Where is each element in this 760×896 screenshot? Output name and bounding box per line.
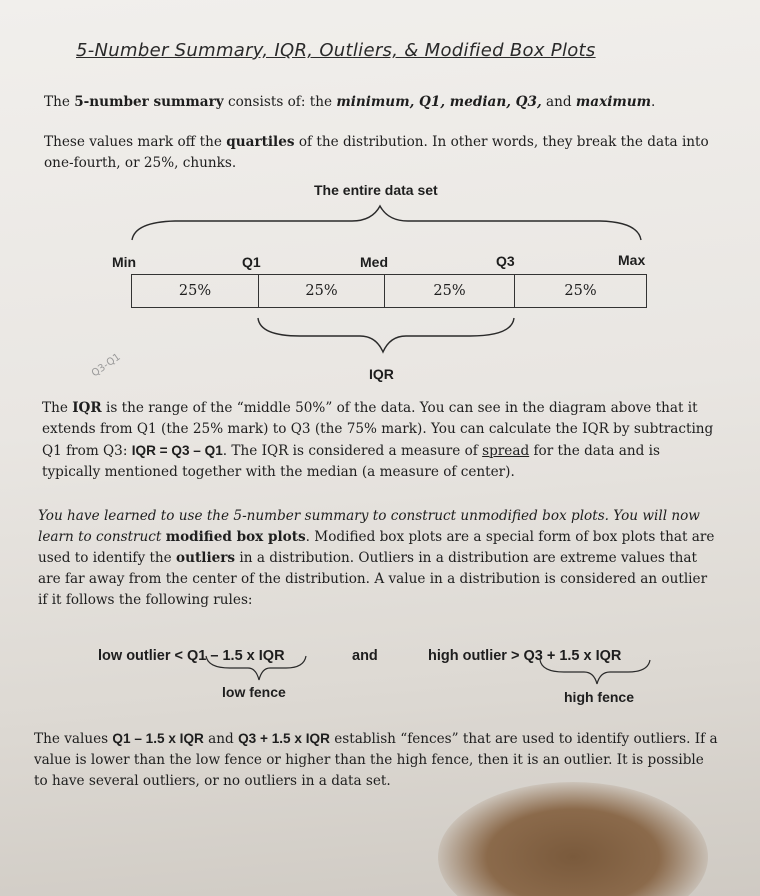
iqr-label: IQR	[369, 366, 394, 382]
quartile-cell: 25%	[258, 274, 385, 308]
and-label: and	[352, 648, 378, 664]
handwritten-margin-note: Q3-Q1	[89, 351, 123, 380]
q3-label: Q3	[496, 253, 515, 269]
intro-paragraph: The 5-number summary consists of: the minimum, Q1, median, Q3, and maximum.	[44, 94, 656, 110]
q1-label: Q1	[242, 254, 261, 270]
quartile-cell: 25%	[131, 274, 259, 308]
min-label: Min	[112, 254, 137, 270]
quartiles-paragraph: These values mark off the quartiles of the distribution. In other words, they break the data into one-fourth, or 25%, chunks.	[44, 134, 709, 171]
quartile-cell: 25%	[514, 274, 647, 308]
low-outlier-rule: low outlier < Q1 – 1.5 x IQR	[98, 648, 285, 664]
low-fence-label: low fence	[222, 684, 286, 700]
max-label: Max	[618, 252, 646, 268]
handwritten-title: 5-Number Summary, IQR, Outliers, & Modified Box Plots	[76, 40, 596, 61]
median-label: Med	[360, 254, 388, 270]
high-fence-label: high fence	[564, 689, 635, 705]
high-outlier-rule: high outlier > Q3 + 1.5 x IQR	[428, 648, 622, 664]
quartile-cell: 25%	[384, 274, 515, 308]
entire-data-set-label: The entire data set	[314, 182, 438, 198]
iqr-paragraph: The IQR is the range of the “middle 50%” of the data. You can see in the diagram above that it extends from Q1 (the 25% mark) to Q3 (the 75% mark). You can calculate the IQR by subtracting Q1 from Q3: IQR = Q3 – Q1. The IQR is considered a measure of spread for the data and is typically mentioned together with the median (a measure of center).	[42, 400, 714, 480]
fences-paragraph: The values Q1 – 1.5 x IQR and Q3 + 1.5 x IQR establish “fences” that are used to identify outliers. If a value is lower than the low fence or higher than the high fence, then it is an outlier. It is possible to have several outliers, or no outliers in a data set.	[34, 731, 718, 789]
modified-box-plot-paragraph: You have learned to use the 5-number summary to construct unmodified box plots. You will now learn to construct modified box plots. Modified box plots are a special form of box plots that are used to identify the outliers in a distribution. Outliers in a distribution are extreme values that are far away from the center of the distribution. A value in a distribution is considered an outlier if it follows the following rules:	[38, 508, 715, 608]
